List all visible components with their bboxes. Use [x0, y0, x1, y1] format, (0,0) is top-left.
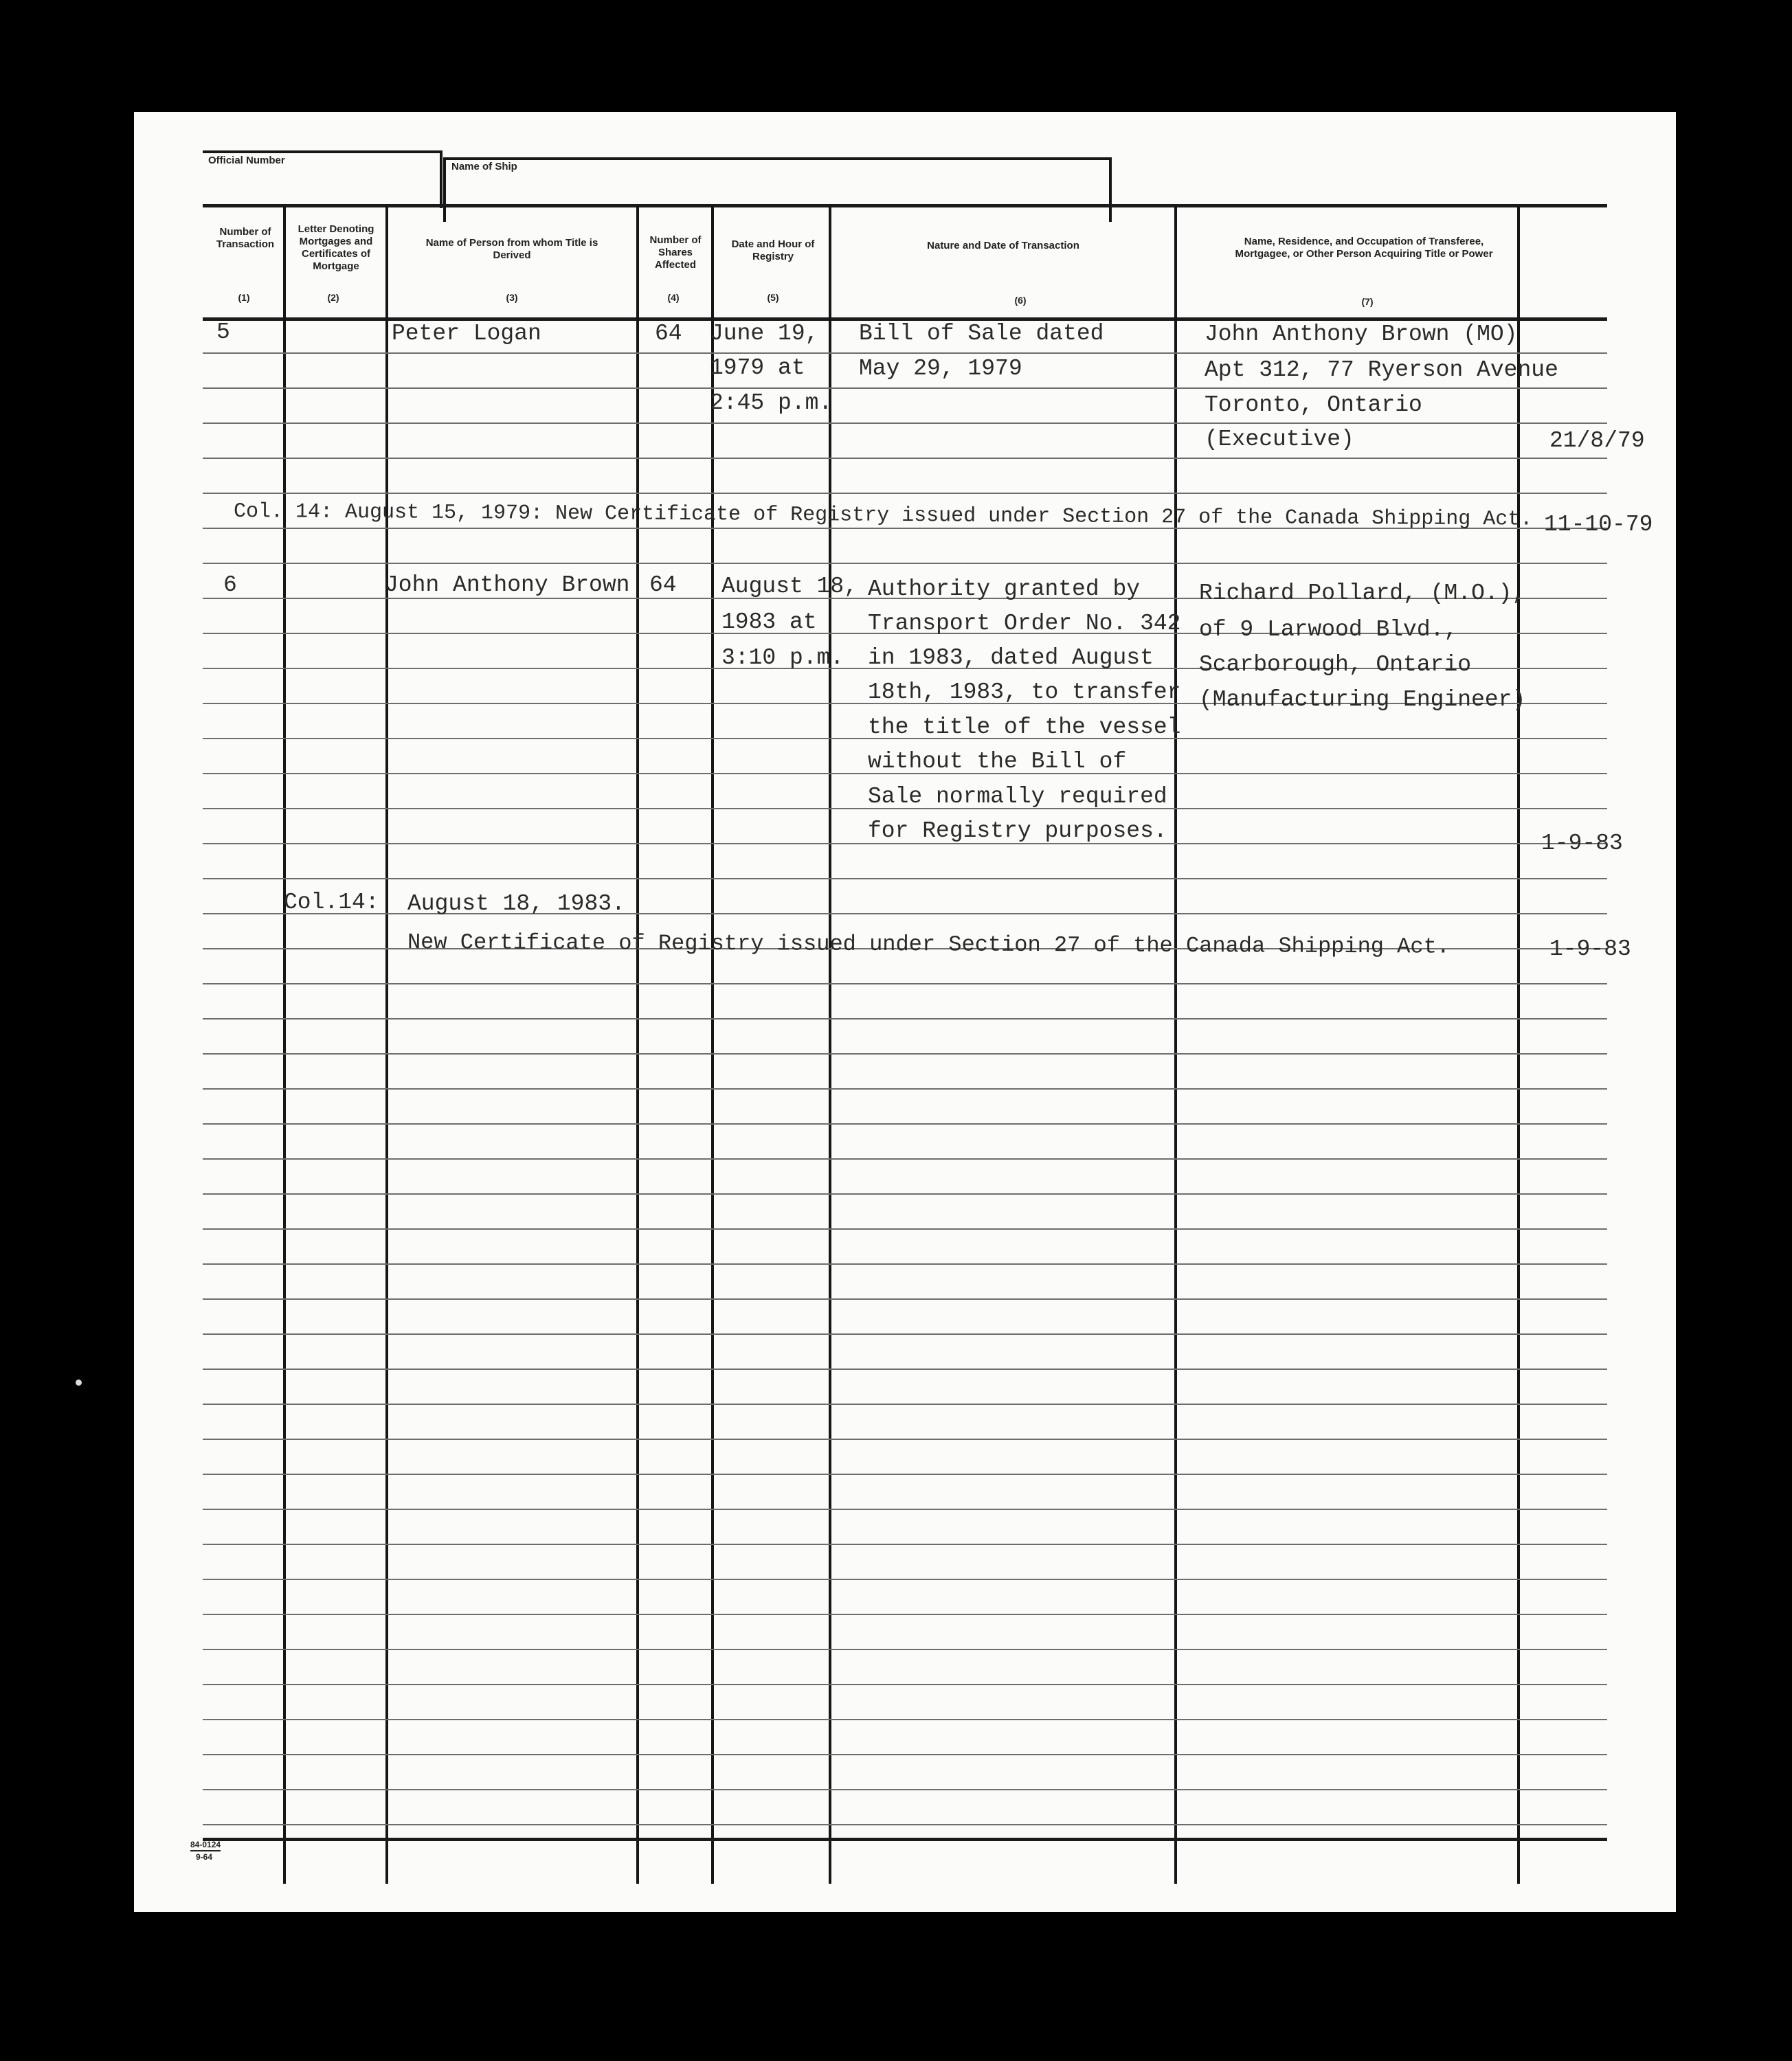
ship-name-label: Name of Ship — [451, 161, 517, 172]
ruled-line — [203, 1579, 1607, 1580]
col14-note: New Certificate of Registry issued under Section 27 of the Canada Shipping Act. — [407, 930, 1451, 960]
initial-date: 1-9-83 — [1541, 831, 1623, 856]
registry-date-line: August 18, — [721, 574, 858, 599]
column-header: Number of Transaction — [216, 226, 275, 250]
ruled-line — [203, 1754, 1607, 1755]
form-number: 84-0124 — [190, 1840, 221, 1851]
ruled-line — [203, 1614, 1607, 1615]
column-header: Name of Person from whom Title is Derived — [425, 237, 598, 261]
col14-note: Col. 14: August 15, 1979: New Certificate of Registry issued under Section 27 of the Canada Shipping Act. — [233, 500, 1533, 532]
ruled-line — [203, 1474, 1607, 1475]
ruled-line — [203, 1333, 1607, 1335]
registry-form-sheet — [134, 112, 1676, 1912]
transaction-nature-line: the title of the vessel — [868, 714, 1181, 740]
transaction-nature-line: 18th, 1983, to transfer — [868, 679, 1181, 705]
column-header: Name, Residence, and Occupation of Transferee, Mortgagee, or Other Person Acquiring Title or Power — [1235, 236, 1493, 260]
column-number: (5) — [767, 292, 779, 303]
ruled-line — [203, 1263, 1607, 1265]
ruled-line — [203, 1824, 1607, 1825]
ruled-line — [203, 1509, 1607, 1510]
col14-date: August 18, 1983. — [407, 891, 625, 916]
ruled-line — [203, 1053, 1607, 1055]
ruled-line — [203, 1439, 1607, 1440]
ruled-line — [203, 1649, 1607, 1650]
dust-speck — [76, 1379, 82, 1386]
column-number: (6) — [1014, 295, 1027, 306]
column-number: (3) — [506, 292, 518, 303]
ruled-line — [203, 1404, 1607, 1405]
ruled-line — [203, 1123, 1607, 1125]
ruled-line — [203, 1158, 1607, 1160]
ruled-line — [203, 387, 1607, 389]
ruled-line — [203, 1193, 1607, 1195]
ruled-line — [203, 1684, 1607, 1685]
registry-date-line: 1983 at — [721, 609, 817, 635]
ruled-line — [203, 423, 1607, 424]
ruled-line — [203, 878, 1607, 879]
note-date: 1-9-83 — [1549, 936, 1631, 962]
transferee-line: Apt 312, 77 Ryerson Avenue — [1205, 357, 1558, 383]
ruled-line — [203, 493, 1607, 494]
ruled-line — [203, 1018, 1607, 1020]
ruled-line — [203, 352, 1607, 354]
ruled-line — [203, 1298, 1607, 1300]
transferor-name: Peter Logan — [392, 321, 541, 346]
header-top-rule — [203, 204, 1607, 207]
transaction-nature-line: Transport Order No. 342 — [868, 611, 1181, 636]
ship-name-box — [443, 157, 1112, 222]
transferee-line: Scarborough, Ontario — [1199, 652, 1472, 677]
ruled-line — [203, 983, 1607, 984]
ruled-line — [203, 563, 1607, 564]
ruled-line — [203, 1088, 1607, 1090]
column-header: Number of Shares Affected — [649, 234, 702, 271]
column-header: Date and Hour of Registry — [731, 238, 815, 262]
col14-label: Col.14: — [284, 890, 379, 915]
column-number: (7) — [1361, 296, 1374, 307]
ruled-line — [203, 1544, 1607, 1545]
transaction-nature-line: for Registry purposes. — [868, 818, 1167, 844]
registry-date-line: 3:10 p.m. — [721, 645, 844, 671]
official-number-label: Official Number — [208, 155, 285, 166]
ruled-line — [203, 1789, 1607, 1790]
shares-affected: 64 — [649, 572, 677, 598]
transaction-nature-line: Authority granted by — [868, 576, 1141, 602]
column-header: Letter Denoting Mortgages and Certificates of Mortgage — [298, 223, 374, 272]
shares-affected: 64 — [655, 321, 682, 346]
column-number: (2) — [327, 292, 339, 303]
ruled-line — [203, 1719, 1607, 1720]
column-header: Nature and Date of Transaction — [927, 240, 1079, 251]
registry-date-line: 1979 at — [710, 355, 805, 381]
transaction-number: 5 — [216, 319, 230, 345]
column-number: (1) — [238, 292, 250, 303]
transferee-line: (Executive) — [1205, 427, 1354, 452]
transaction-number: 6 — [223, 572, 237, 598]
note-date: 11-10-79 — [1544, 512, 1653, 537]
transferee-line: of 9 Larwood Blvd., — [1199, 617, 1458, 642]
transaction-nature-line: Sale normally required — [868, 784, 1167, 809]
form-date: 9-64 — [196, 1852, 213, 1862]
transaction-nature-line: in 1983, dated August — [868, 645, 1154, 671]
registry-date-line: June 19, — [710, 321, 819, 346]
ruled-line — [203, 1369, 1607, 1370]
initial-date: 21/8/79 — [1549, 428, 1645, 453]
transaction-nature-line: without the Bill of — [868, 749, 1127, 774]
ruled-line — [203, 1228, 1607, 1230]
ruled-line — [203, 458, 1607, 459]
transaction-nature-line: Bill of Sale dated — [859, 321, 1104, 346]
transferor-name: John Anthony Brown — [385, 572, 630, 598]
transferee-line: John Anthony Brown (MO) — [1205, 322, 1518, 347]
form-bottom-rule — [203, 1838, 1607, 1841]
transaction-nature-line: May 29, 1979 — [859, 356, 1022, 381]
transferee-line: Richard Pollard, (M.O.), — [1199, 581, 1526, 606]
column-number: (4) — [667, 292, 680, 303]
registry-date-line: 2:45 p.m. — [710, 390, 833, 416]
transferee-line: Toronto, Ontario — [1205, 392, 1422, 418]
transferee-line: (Manufacturing Engineer) — [1199, 687, 1526, 712]
